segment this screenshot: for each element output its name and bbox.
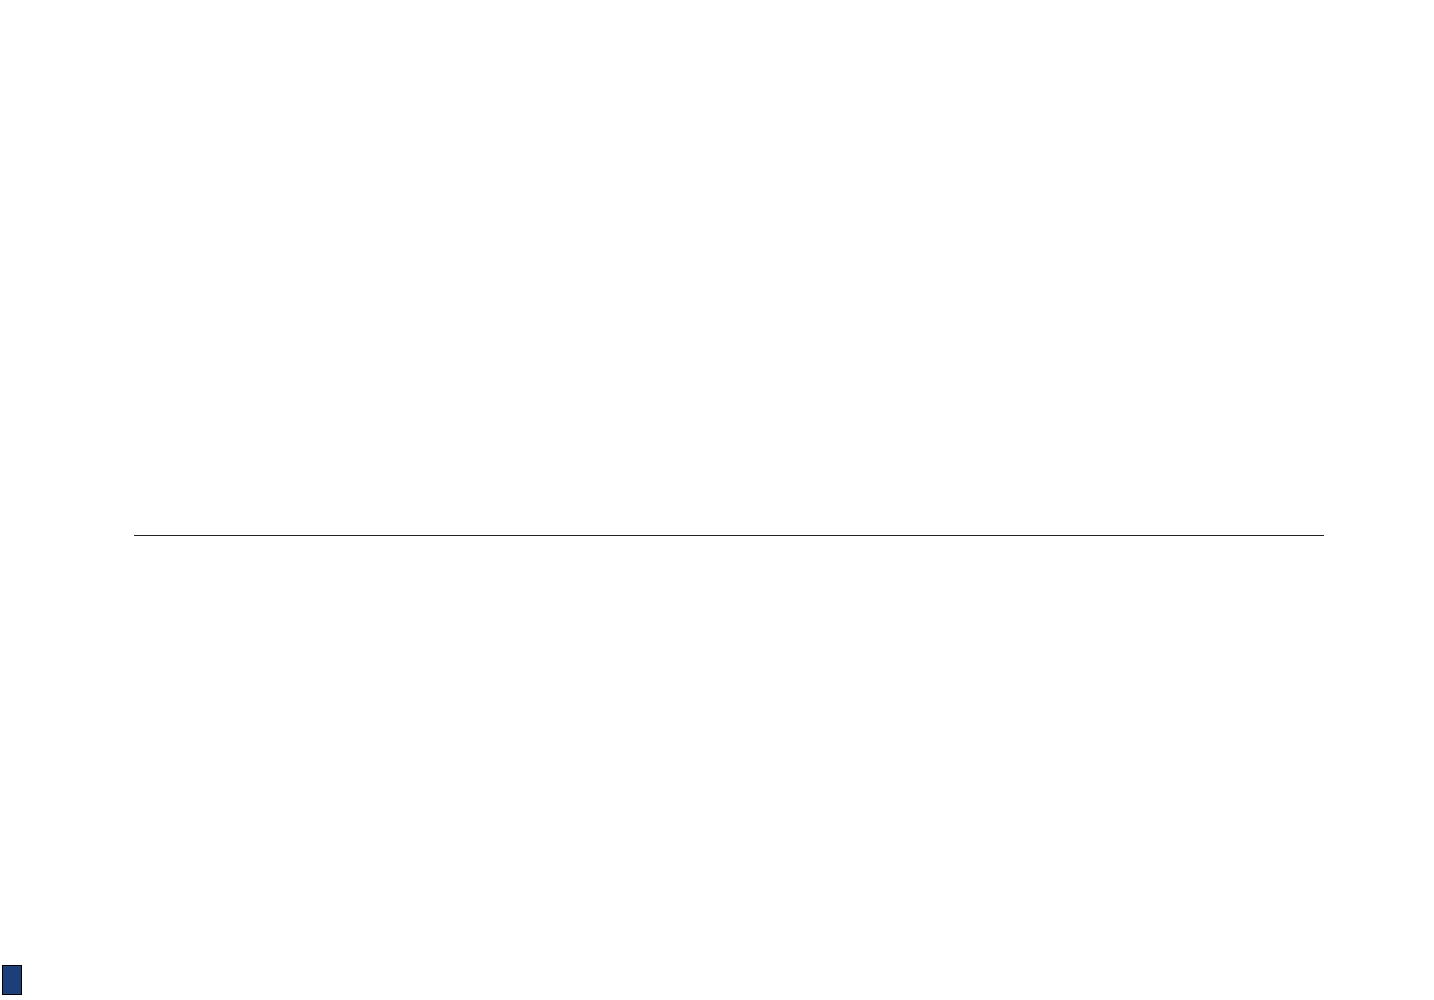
column-divider	[134, 535, 1324, 536]
left-text-column	[134, 85, 1324, 515]
right-text-column	[134, 555, 1324, 985]
rotated-page	[130, 85, 1360, 985]
page-header	[1334, 85, 1360, 985]
digitization-footer	[0, 0, 24, 1000]
dfg-logo-icon	[2, 965, 22, 995]
